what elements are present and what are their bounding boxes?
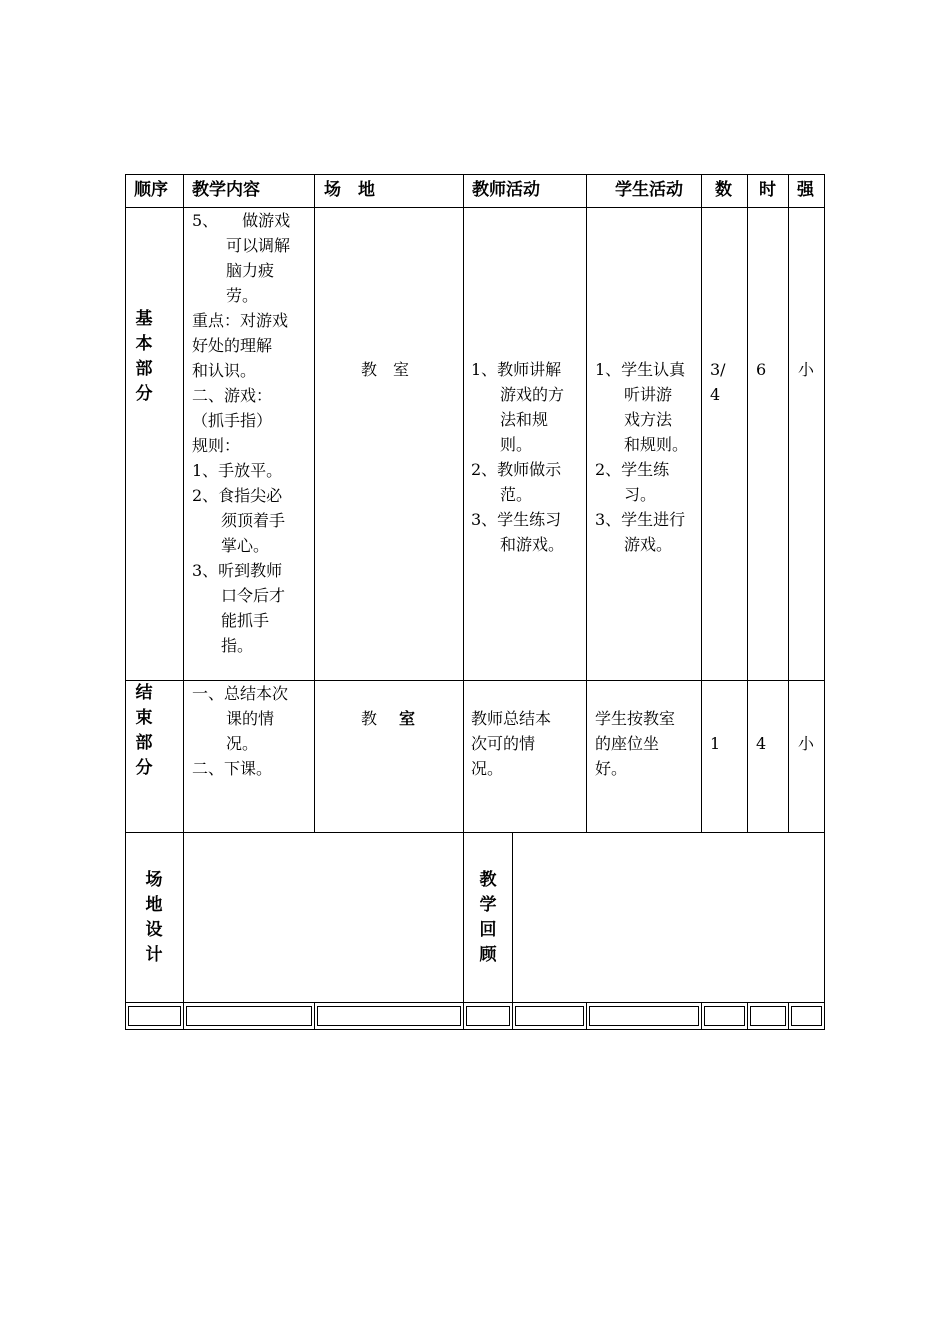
header-order: 顺序 (134, 180, 168, 200)
basic-content: 5、 做游戏 可以调解 脑力疲 劳。 重点：对游戏 好处的理解 和认识。 二、游戏： （抓手指） 规则： 1、手放平。 2、食指尖必 须顶着手 掌心。 3、听到教师 口令后才 能抓手 指。 (192, 211, 291, 655)
teaching-review-area (513, 833, 824, 1002)
table-border-left (125, 174, 126, 1030)
bottom-row-divider (314, 1002, 315, 1030)
basic-intensity: 小 (798, 360, 815, 379)
col-divider-student (701, 174, 702, 832)
bottom-row-divider (788, 1002, 789, 1030)
ending-venue: 教 室 (361, 709, 416, 728)
basic-teacher-activity: 1、教师讲解 游戏的方 法和规 则。 2、教师做示 范。 3、学生练习 和游戏。 (471, 360, 565, 554)
header-time: 时 (759, 180, 776, 200)
header-student-activity: 学生活动 (615, 180, 683, 200)
header-content: 教学内容 (192, 180, 260, 200)
venue-design-area (184, 833, 463, 1002)
col-divider-time (788, 174, 789, 832)
empty-cell (186, 1006, 312, 1026)
ending-teacher-activity: 教师总结本 次可的情 况。 (471, 709, 552, 778)
empty-cell (466, 1006, 510, 1026)
ending-content: 一、总结本次 课的情 况。 二、下课。 (192, 684, 289, 778)
bottom-row-divider (586, 1002, 587, 1030)
ending-time: 4 (756, 734, 767, 753)
venue-design-label: 场 地 设 计 (145, 870, 163, 965)
basic-time: 6 (756, 360, 767, 379)
basic-venue: 教 室 (361, 360, 410, 379)
col-divider-content (314, 174, 315, 832)
col-divider-count (747, 174, 748, 832)
ending-student-activity: 学生按教室 的座位坐 好。 (595, 709, 676, 778)
ending-intensity: 小 (798, 734, 815, 753)
empty-cell (750, 1006, 786, 1026)
basic-section-label: 基 本 部 分 (135, 309, 153, 404)
ending-count: 1 (710, 734, 721, 753)
header-teacher-activity: 教师活动 (472, 180, 540, 200)
header-venue: 场 地 (324, 180, 375, 200)
empty-cell (317, 1006, 461, 1026)
empty-cell (589, 1006, 699, 1026)
empty-cell (704, 1006, 745, 1026)
table-border-bottom (125, 1029, 825, 1030)
col-divider-teacher (586, 174, 587, 832)
header-intensity: 强 (797, 180, 814, 200)
table-border-top (125, 174, 825, 175)
basic-count: 3/ 4 (710, 360, 726, 404)
lesson-plan-table (125, 174, 825, 1030)
empty-cell (128, 1006, 181, 1026)
header-count: 数 (715, 180, 732, 200)
bottom-row-divider (747, 1002, 748, 1030)
teaching-review-label: 教 学 回 顾 (479, 870, 497, 965)
empty-cell (515, 1006, 584, 1026)
empty-cell (791, 1006, 822, 1026)
bottom-row-divider (701, 1002, 702, 1030)
col-divider-venue (463, 174, 464, 1030)
table-border-right (824, 174, 825, 1030)
ending-section-label: 结 束 部 分 (135, 683, 153, 778)
basic-student-activity: 1、学生认真 听讲游 戏方法 和规则。 2、学生练 习。 3、学生进行 游戏。 (595, 360, 689, 554)
footer-divider (125, 1002, 825, 1003)
